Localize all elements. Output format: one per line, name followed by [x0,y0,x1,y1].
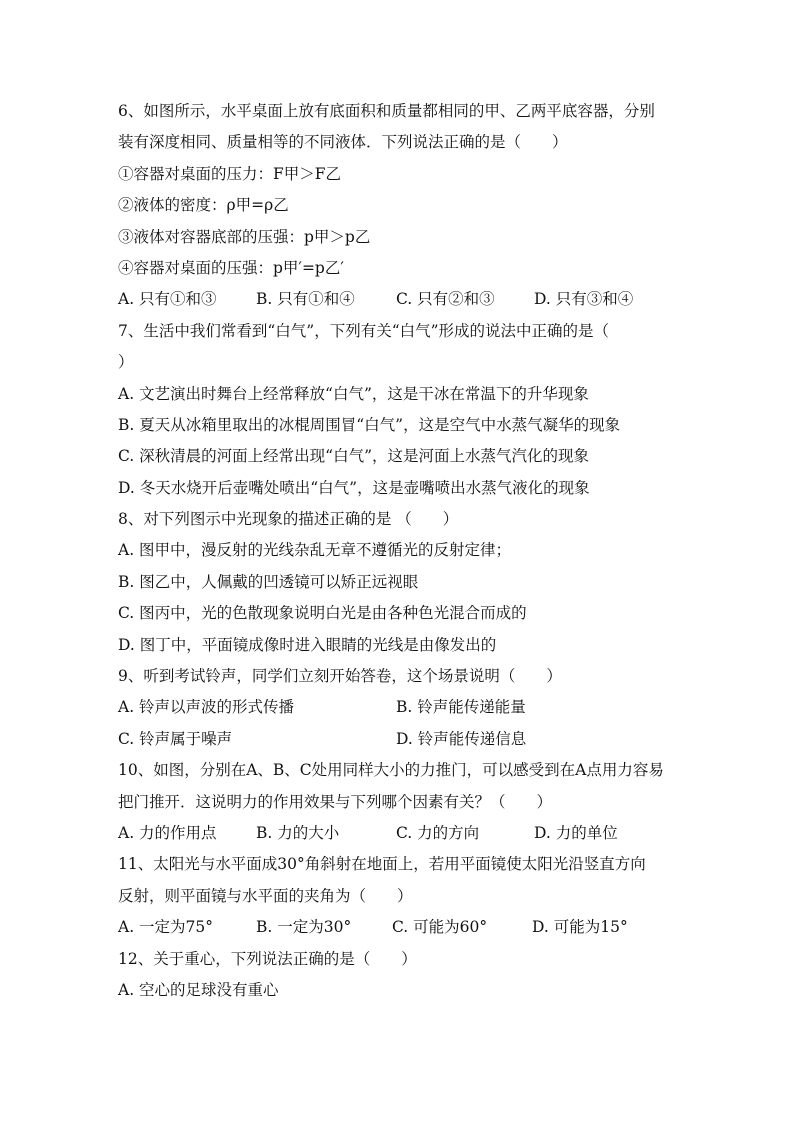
q7-option-a: A. 文艺演出时舞台上经常释放“白气”，这是干冰在常温下的升华现象 [118,384,589,403]
q10-option-c: C. 力的方向 [396,823,480,842]
q12-stem: 12、关于重心，下列说法正确的是（ ） [118,949,417,968]
q6-statement-3: ③液体对容器底部的压强：p甲＞p乙 [118,227,371,246]
q6-stem-line-1: 6、如图所示，水平桌面上放有底面积和质量都相同的甲、乙两平底容器，分别 [118,102,655,120]
q6-stem-line-2: 装有深度相同、质量相等的不同液体．下列说法正确的是（ ） [118,133,568,152]
q7-option-b: B. 夏天从冰箱里取出的冰棍周围冒“白气”，这是空气中水蒸气凝华的现象 [118,415,621,434]
q9-stem: 9、听到考试铃声，同学们立刻开始答卷，这个场景说明（ ） [118,667,562,686]
q8-option-a: A. 图甲中，漫反射的光线杂乱无章不遵循光的反射定律； [118,541,512,560]
q7-option-c: C. 深秋清晨的河面上经常出现“白气”，这是河面上水蒸气汽化的现象 [118,447,590,466]
q6-statement-1: ①容器对桌面的压力：F甲＞F乙 [118,164,342,183]
q9-option-a: A. 铃声以声波的形式传播 [118,698,295,717]
q10-option-d: D. 力的单位 [534,823,618,842]
q7-option-d: D. 冬天水烧开后壶嘴处喷出“白气”，这是壶嘴喷出水蒸气液化的现象 [118,478,590,497]
q11-option-b: B. 一定为30° [256,918,352,937]
q11-option-d: D. 可能为15° [532,918,628,937]
q8-stem: 8、对下列图示中光现象的描述正确的是 （ ） [118,510,459,529]
exam-page [118,96,678,1006]
q11-option-a: A. 一定为75° [118,918,214,937]
q7-stem-line-1: 7、生活中我们常看到“白气”，下列有关“白气”形成的说法中正确的是（ [118,321,610,340]
q11-options [118,912,678,943]
q10-stem-line-1: 10、如图，分别在A、B、C处用同样大小的力推门，可以感受到在A点用力容易 [118,761,664,780]
q6-options [118,284,678,315]
q9-options-row-1 [118,692,678,723]
q10-options [118,818,678,849]
q6-option-d: D. 只有③和④ [534,290,634,309]
q12-option-a: A. 空心的足球没有重心 [118,980,279,999]
q6-option-b: B. 只有①和④ [256,290,355,309]
q11-option-c: C. 可能为60° [392,918,488,937]
q10-stem-line-2: 把门推开．这说明力的作用效果与下列哪个因素有关？（ ） [118,792,553,811]
q9-option-b: B. 铃声能传递能量 [396,698,526,717]
q6-option-a: A. 只有①和③ [118,290,217,309]
q6-statement-4: ④容器对桌面的压强：p甲′=p乙′ [118,258,344,277]
q10-option-b: B. 力的大小 [256,823,340,842]
q9-option-c: C. 铃声属于噪声 [118,729,233,748]
q9-option-d: D. 铃声能传递信息 [396,729,527,748]
q11-stem-line-1: 11、太阳光与水平面成30°角斜射在地面上，若用平面镜使太阳光沿竖直方向 [118,855,646,874]
q6-option-c: C. 只有②和③ [396,290,495,309]
q6-statement-2: ②液体的密度：ρ甲=ρ乙 [118,196,289,215]
q8-option-d: D. 图丁中，平面镜成像时进入眼睛的光线是由像发出的 [118,635,497,654]
q8-option-b: B. 图乙中，人佩戴的凹透镜可以矫正远视眼 [118,572,419,591]
q11-stem-line-2: 反射，则平面镜与水平面的夹角为（ ） [118,886,413,905]
q9-options-row-2 [118,724,678,755]
q7-stem-line-2: ） [118,353,134,372]
q8-option-c: C. 图丙中，光的色散现象说明白光是由各种色光混合而成的 [118,604,527,623]
q10-option-a: A. 力的作用点 [118,823,217,842]
